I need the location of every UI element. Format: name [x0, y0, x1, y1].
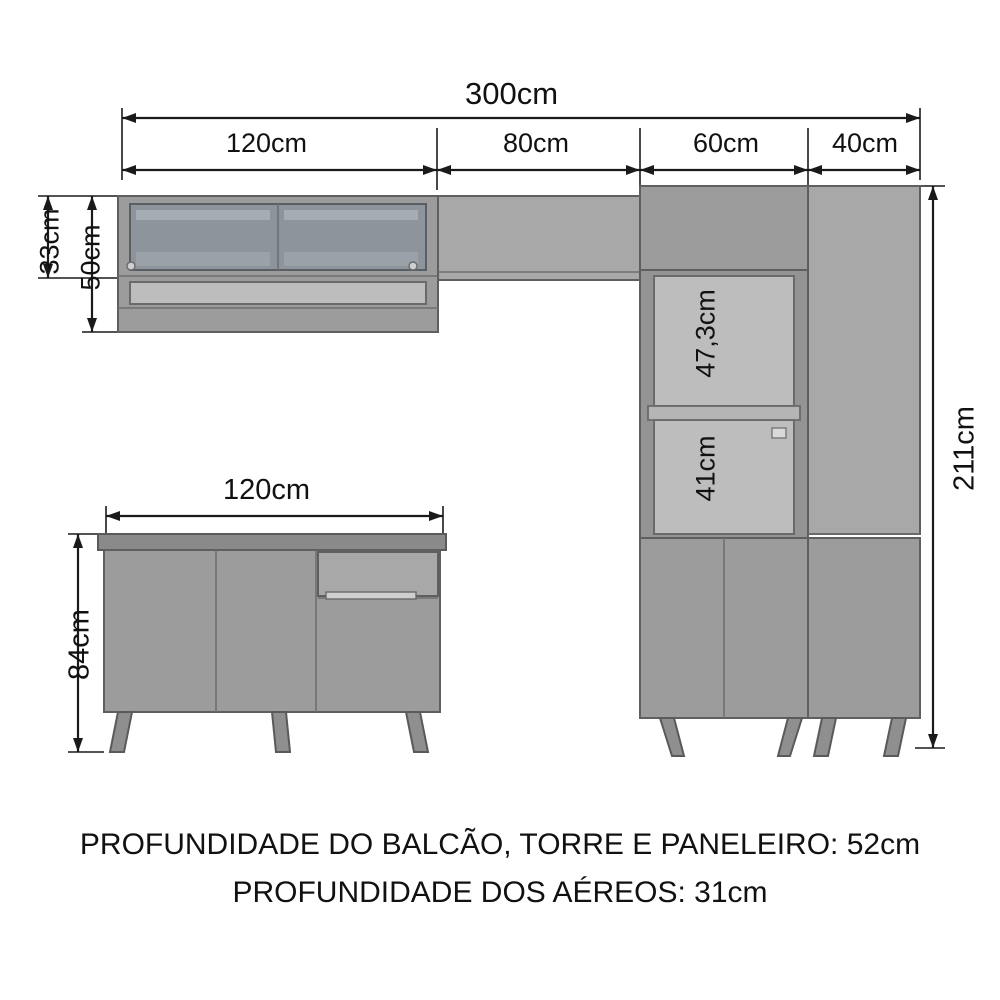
label-segment-40: 40cm — [832, 128, 899, 158]
wall-cabinet-plain — [438, 196, 640, 280]
label-wall-cabinet-height: 50cm — [75, 224, 106, 291]
label-segment-80: 80cm — [503, 128, 570, 158]
label-niche-lower: 41cm — [690, 435, 721, 502]
label-segment-120: 120cm — [226, 128, 308, 158]
pantry-cabinet — [808, 186, 920, 756]
note-depth-counter: PROFUNDIDADE DO BALCÃO, TORRE E PANELEIRO: 52cm — [79, 828, 921, 861]
counter-cabinet — [98, 534, 446, 752]
label-counter-height: 84cm — [63, 609, 96, 680]
label-segment-60: 60cm — [693, 128, 760, 158]
note-depth-wall: PROFUNDIDADE DOS AÉREOS: 31cm — [232, 876, 768, 909]
wall-cabinet-glass — [118, 196, 438, 332]
label-total-height: 211cm — [948, 406, 981, 491]
label-total-width: 300cm — [465, 76, 559, 111]
label-counter-width: 120cm — [223, 474, 311, 506]
tower-cabinet — [640, 186, 808, 756]
label-niche-upper: 47,3cm — [690, 289, 721, 378]
label-glass-height: 33cm — [34, 208, 65, 275]
